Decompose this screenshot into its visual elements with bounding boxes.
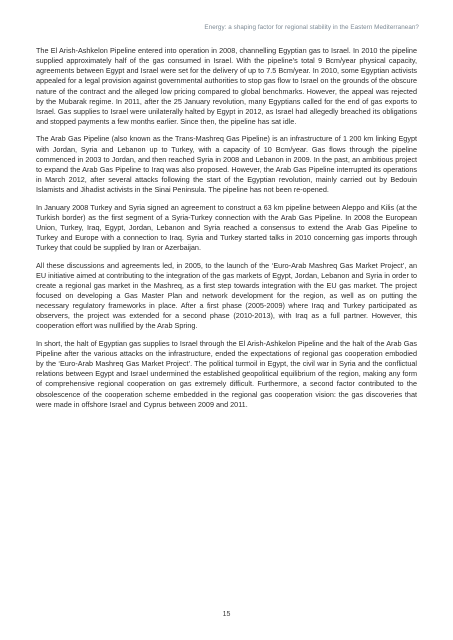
paragraph-arab-gas-pipeline: The Arab Gas Pipeline (also known as the Trans-Mashreq Gas Pipeline) is an infrastructure of 1 200 km linking Egypt with Jordan, Syria and Lebanon up to Turkey, with a capacity of 10 Bcm/year. Gas flows through the pipeline commenced in 2003 to Jordan, and then reached Syria in 2008 and Lebanon in 2009. In the past, an ambitious project to expand the Arab Gas Pipeline to Iraq was also proposed. However, the Arab Gas Pipeline interrupted its operations in March 2012, after several attacks following the start of the Egyptian revolution, mainly carried out by Bedouin Islamists and Jihadist activists in the Sinai Peninsula. The pipeline has not been re-opened. <box>36 134 417 195</box>
body-text <box>36 46 417 417</box>
paragraph-turkey-syria-agreement: In January 2008 Turkey and Syria signed an agreement to construct a 63 km pipeline between Aleppo and Kilis (at the Turkish border) as the first segment of a Syria-Turkey connection with the Arab Gas Pipeline. In 2008 the European Union, Turkey, Iraq, Egypt, Jordan, Lebanon and Syria reached a consensus to extend the Arab Gas Pipeline to Turkey and Europe with a connection to Iraq. Syria and Turkey started talks in 2010 concerning gas imports through Turkey that could be supplied by Iran or Azerbaijan. <box>36 202 417 253</box>
paragraph-summary: In short, the halt of Egyptian gas supplies to Israel through the El Arish-Ashkelon Pipeline and the halt of the Arab Gas Pipeline after the various attacks on the infrastructure, ended the expectations of regional gas cooperation embodied by the ‘Euro-Arab Mashreq Gas Market Project’. The political turmoil in Egypt, the civil war in Syria and the conflictual relations between Egypt and Israel undermined the established geopolitical equilibrium of the region, making any form of comprehensive regional cooperation on gas extremely difficult. Furthermore, a second factor contributed to the obsolescence of the cooperation scheme embedded in the regional gas cooperation vision: the gas discoveries that were made in offshore Israel and Cyprus between 2009 and 2011. <box>36 338 417 409</box>
paragraph-el-arish-ashkelon-pipeline: The El Arish-Ashkelon Pipeline entered into operation in 2008, channelling Egyptian gas to Israel. In 2010 the pipeline supplied approximately half of the gas consumed in Israel. With the pipeline’s total 9 Bcm/year physical capacity, agreements between Egypt and Israel were set for the delivery of up to 7.5 Bcm/year. In 2010, some Egyptian activists appealed for a legal provision against governmental authorities to stop gas flow to Israel on the grounds of the obscure nature of the contract and the alleged low pricing compared to global benchmarks. However, the appeal was rejected by the Mubarak regime. In 2011, after the 25 January revolution, many Egyptians called for the end of gas exports to Israel. Gas supplies to Israel were unilaterally halted by Egypt in 2012, as Israel had allegedly breached its obligations and stopped payments a few months earlier. Since then, the pipeline has sat idle. <box>36 46 417 127</box>
page-number: 15 <box>222 611 231 618</box>
paragraph-euro-arab-mashreq-project: All these discussions and agreements led, in 2005, to the launch of the ‘Euro-Arab Mashreq Gas Market Project’, an EU initiative aimed at contributing to the integration of the gas markets of Egypt, Jordan, Lebanon and Syria in order to create a regional gas market in the Mashreq, as a first step towards integration with the EU gas market. The project focused on developing a Gas Master Plan and network development for the region, as well as on putting the necessary regulatory frameworks in place. After a first phase (2005-2009) where Iraq and Turkey participated as observers, the project was extended for a second phase (2010-2013), with Iraq as a full partner. However, this cooperation effort was nullified by the Arab Spring. <box>36 260 417 331</box>
running-header: Energy: a shaping factor for regional stability in the Eastern Mediterranean? <box>204 24 419 31</box>
